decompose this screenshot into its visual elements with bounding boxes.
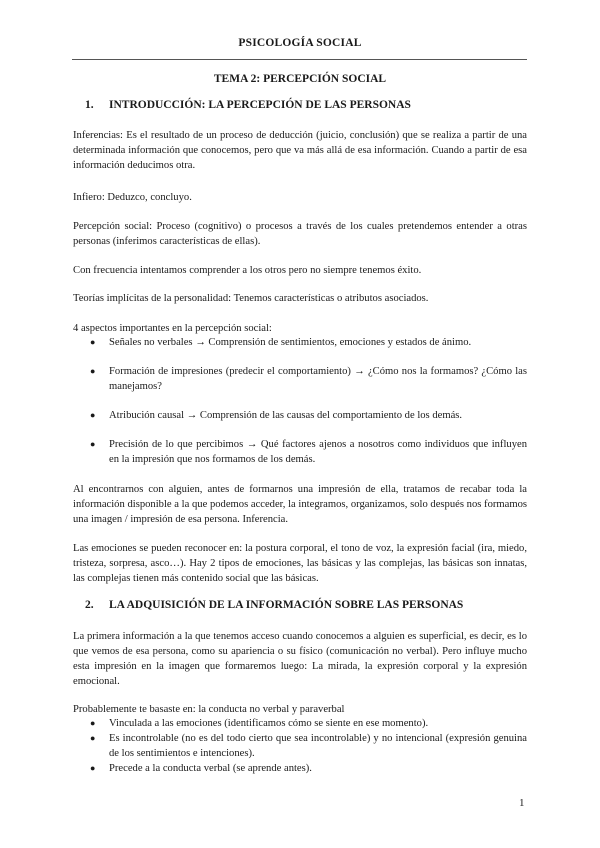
list-item-text: Precede a la conducta verbal (se aprende antes). [109,763,312,774]
bullet-icon: ● [90,366,96,376]
paragraph-infiero: Infiero: Deduzco, concluyo. [73,192,192,203]
page-number: 1 [519,797,525,809]
list-item-text: Vinculada a las emociones (identificamos cómo se siente en ese momento). [109,718,429,729]
paragraph-encuentro: Al encontrarnos con alguien, antes de formarnos una impresión de ella, tratamos de recabar toda la información disponible a la que podemos acceder, la integramos, organizamos, solo después nos formamos una imagen / impresión de esa persona. Inferencia. [73,484,527,525]
section-1-heading [85,99,411,111]
paragraph-teorias: Teorías implícitas de la personalidad: Tenemos características o atributos asociados. [73,293,429,304]
list-item [73,364,527,394]
list-item-text: Atribución causal → Comprensión de las causas del comportamiento de los demás. [109,410,463,421]
section-2-title: LA ADQUISICIÓN DE LA INFORMACIÓN SOBRE LAS PERSONAS [109,599,464,611]
list-item [73,437,527,467]
paragraph-percepcion-social: Percepción social: Proceso (cognitivo) o procesos a través de los cuales pretendemos entender a otras personas (inferimos características de ellas). [73,221,527,247]
paragraph-inferencias: Inferencias: Es el resultado de un proceso de deducción (juicio, conclusión) que se realiza a partir de una determinada información que conocemos, pero que va más allá de esa información. Cuando a partir de esa información deducimos otra. [73,130,527,171]
list-item [73,335,527,350]
bullet-icon: ● [90,718,96,728]
list-item [73,408,527,423]
list-item-text: Precisión de lo que percibimos → Qué factores ajenos a nosotros como individuos que influyen en la impresión que nos formamos de los demás. [109,439,527,465]
list-item [73,731,527,761]
bullet-icon: ● [90,763,96,773]
list-item [73,716,527,731]
bullet-icon: ● [90,337,96,347]
list-item [73,761,527,776]
list-item-text: Señales no verbales → Comprensión de sentimientos, emociones y estados de ánimo. [109,337,472,348]
page-header: PSICOLOGÍA SOCIAL [238,37,362,49]
aspects-list [73,335,527,467]
section-2-heading [85,599,463,611]
nonverbal-list [73,716,527,776]
paragraph-emociones: Las emociones se pueden reconocer en: la postura corporal, el tono de voz, la expresión facial (ira, miedo, tristeza, sorpresa, asco…). Hay 2 tipos de emociones, las básicas y las complejas, las básicas son innatas, las complejas tienen más contenido social que las básicas. [73,543,527,584]
bullet-icon: ● [90,439,96,449]
paragraph-probablemente: Probablemente te basaste en: la conducta no verbal y paraverbal [73,704,345,715]
bullet-icon: ● [90,733,96,743]
section-2-number: 2. [85,599,94,611]
document-title: TEMA 2: PERCEPCIÓN SOCIAL [213,73,387,85]
paragraph-frecuencia: Con frecuencia intentamos comprender a los otros pero no siempre tenemos éxito. [73,265,422,276]
paragraph-primera-informacion: La primera información a la que tenemos acceso cuando conocemos a alguien es superficial, es decir, es lo que vemos de esa persona, como su apariencia o su físico (comunicación no verbal). Pero influye mucho esta impresión en la imagen que formaremos luego: La mirada, la expresión corporal y la expresión emocional. [73,631,527,687]
list-item-text: Es incontrolable (no es del todo cierto que sea incontrolable) y no intencional (expresión genuina de los sentimientos e intenciones). [109,733,527,759]
header-divider [72,59,527,60]
list-item-text: Formación de impresiones (predecir el comportamiento) → ¿Cómo nos la formamos? ¿Cómo las manejamos? [109,366,527,392]
bullet-icon: ● [90,410,96,420]
section-1-number: 1. [85,99,94,111]
section-1-title: INTRODUCCIÓN: LA PERCEPCIÓN DE LAS PERSONAS [109,99,411,111]
paragraph-aspectos: 4 aspectos importantes en la percepción social: [73,323,272,334]
